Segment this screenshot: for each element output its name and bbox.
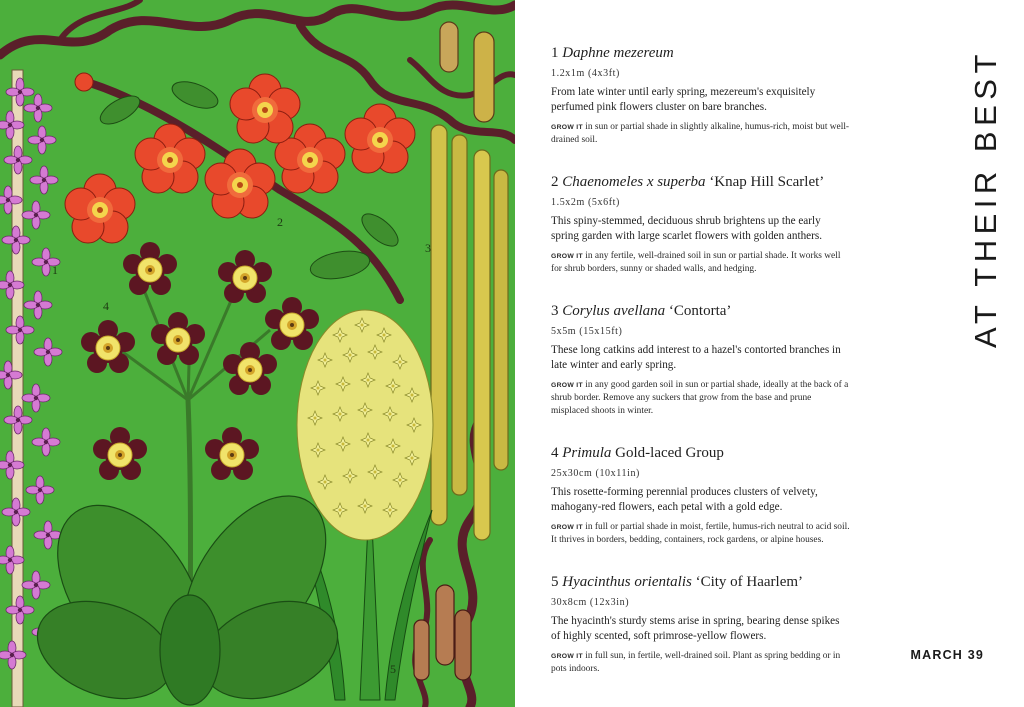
plant-cultivar: ‘Knap Hill Scarlet’ xyxy=(709,173,825,190)
plant-latin-name: Corylus avellana xyxy=(562,302,666,319)
plant-grow-instructions xyxy=(551,121,851,148)
plant-entry xyxy=(551,302,851,419)
plant-size: 25x30cm (10x11in) xyxy=(551,467,640,479)
plant-title xyxy=(551,302,851,320)
grow-it-label: GROW IT xyxy=(551,523,583,531)
plant-cultivar: ‘Contorta’ xyxy=(668,302,732,319)
plant-cultivar: ‘City of Haarlem’ xyxy=(695,573,804,590)
plant-cultivar: Gold-laced Group xyxy=(615,444,724,461)
plant-grow-instructions xyxy=(551,650,851,677)
grow-it-label: GROW IT xyxy=(551,652,583,660)
plant-list xyxy=(551,44,851,701)
plant-size: 30x8cm (12x3in) xyxy=(551,596,630,608)
plant-grow-instructions xyxy=(551,521,851,548)
plant-description: From late winter until early spring, mezereum's exquisitely perfumed pink flowers cluster on bare branches. xyxy=(551,86,816,113)
plant-entry xyxy=(551,444,851,548)
illustration-label-4: 4 xyxy=(103,299,109,313)
plant-size: 5x5m (15x15ft) xyxy=(551,325,623,337)
grow-it-label: GROW IT xyxy=(551,381,583,389)
illustration-label-5: 5 xyxy=(390,662,396,676)
plant-title xyxy=(551,444,851,462)
grow-text: in any fertile, well-drained soil in sun or partial shade. It works well for shrub borders, sunny or shaded walls, and hedging. xyxy=(551,250,841,275)
plant-number: 1 xyxy=(551,45,559,61)
text-page xyxy=(515,0,1024,707)
grow-text: in sun or partial shade in slightly alkaline, humus-rich, moist but well-drained soil. xyxy=(551,122,850,146)
plant-size: 1.5x2m (5x6ft) xyxy=(551,196,620,208)
plant-title xyxy=(551,573,851,591)
plant-entry xyxy=(551,173,851,277)
illustration-label-3: 3 xyxy=(425,241,431,255)
illustration-label-1: 1 xyxy=(52,263,58,277)
plant-latin-name: Hyacinthus orientalis xyxy=(562,573,692,590)
plant-size: 1.2x1m (4x3ft) xyxy=(551,68,620,79)
plant-description: The hyacinth's sturdy stems arise in spring, bearing dense spikes of highly scented, soft primrose-yellow flowers. xyxy=(551,614,840,642)
plant-entry xyxy=(551,44,851,148)
plant-entry xyxy=(551,573,851,677)
plant-grow-instructions xyxy=(551,379,851,419)
plant-description: This spiny-stemmed, deciduous shrub brightens up the early spring garden with large scarlet flowers with golden anthers. xyxy=(551,214,823,242)
grow-text: in any good garden soil in sun or partial shade, ideally at the back of a shrub border. Remove any suckers that grow from the base and prune misplaced shoots in winter. xyxy=(551,379,849,417)
plant-number: 4 xyxy=(551,444,559,461)
plant-description: This rosette-forming perennial produces clusters of velvety, mahogany-red flowers, each petal with a gold edge. xyxy=(551,485,818,513)
plant-title xyxy=(551,44,851,62)
section-heading-text: AT THEIR BEST xyxy=(968,49,1003,348)
plant-latin-name: Primula xyxy=(562,444,612,461)
grow-text: in full or partial shade in moist, fertile, humus-rich neutral to acid soil. It thrives in borders, bedding, containers, rock gardens, or alpine houses. xyxy=(551,521,850,546)
plant-latin-name: Daphne mezereum xyxy=(562,45,674,61)
plant-number: 3 xyxy=(551,302,559,319)
illustration-label-2: 2 xyxy=(277,215,283,229)
plant-latin-name: Chaenomeles x superba xyxy=(562,173,706,190)
plant-number: 5 xyxy=(551,573,559,590)
page-folio: MARCH 39 xyxy=(910,648,984,662)
plant-description: These long catkins add interest to a hazel's contorted branches in late winter and early spring. xyxy=(551,343,841,371)
grow-it-label: GROW IT xyxy=(551,124,583,131)
plant-grow-instructions xyxy=(551,250,851,277)
plant-title xyxy=(551,173,851,191)
plant-number: 2 xyxy=(551,173,559,190)
grow-it-label: GROW IT xyxy=(551,252,583,260)
grow-text: in full sun, in fertile, well-drained soil. Plant as spring bedding or in pots indoors. xyxy=(551,650,841,675)
